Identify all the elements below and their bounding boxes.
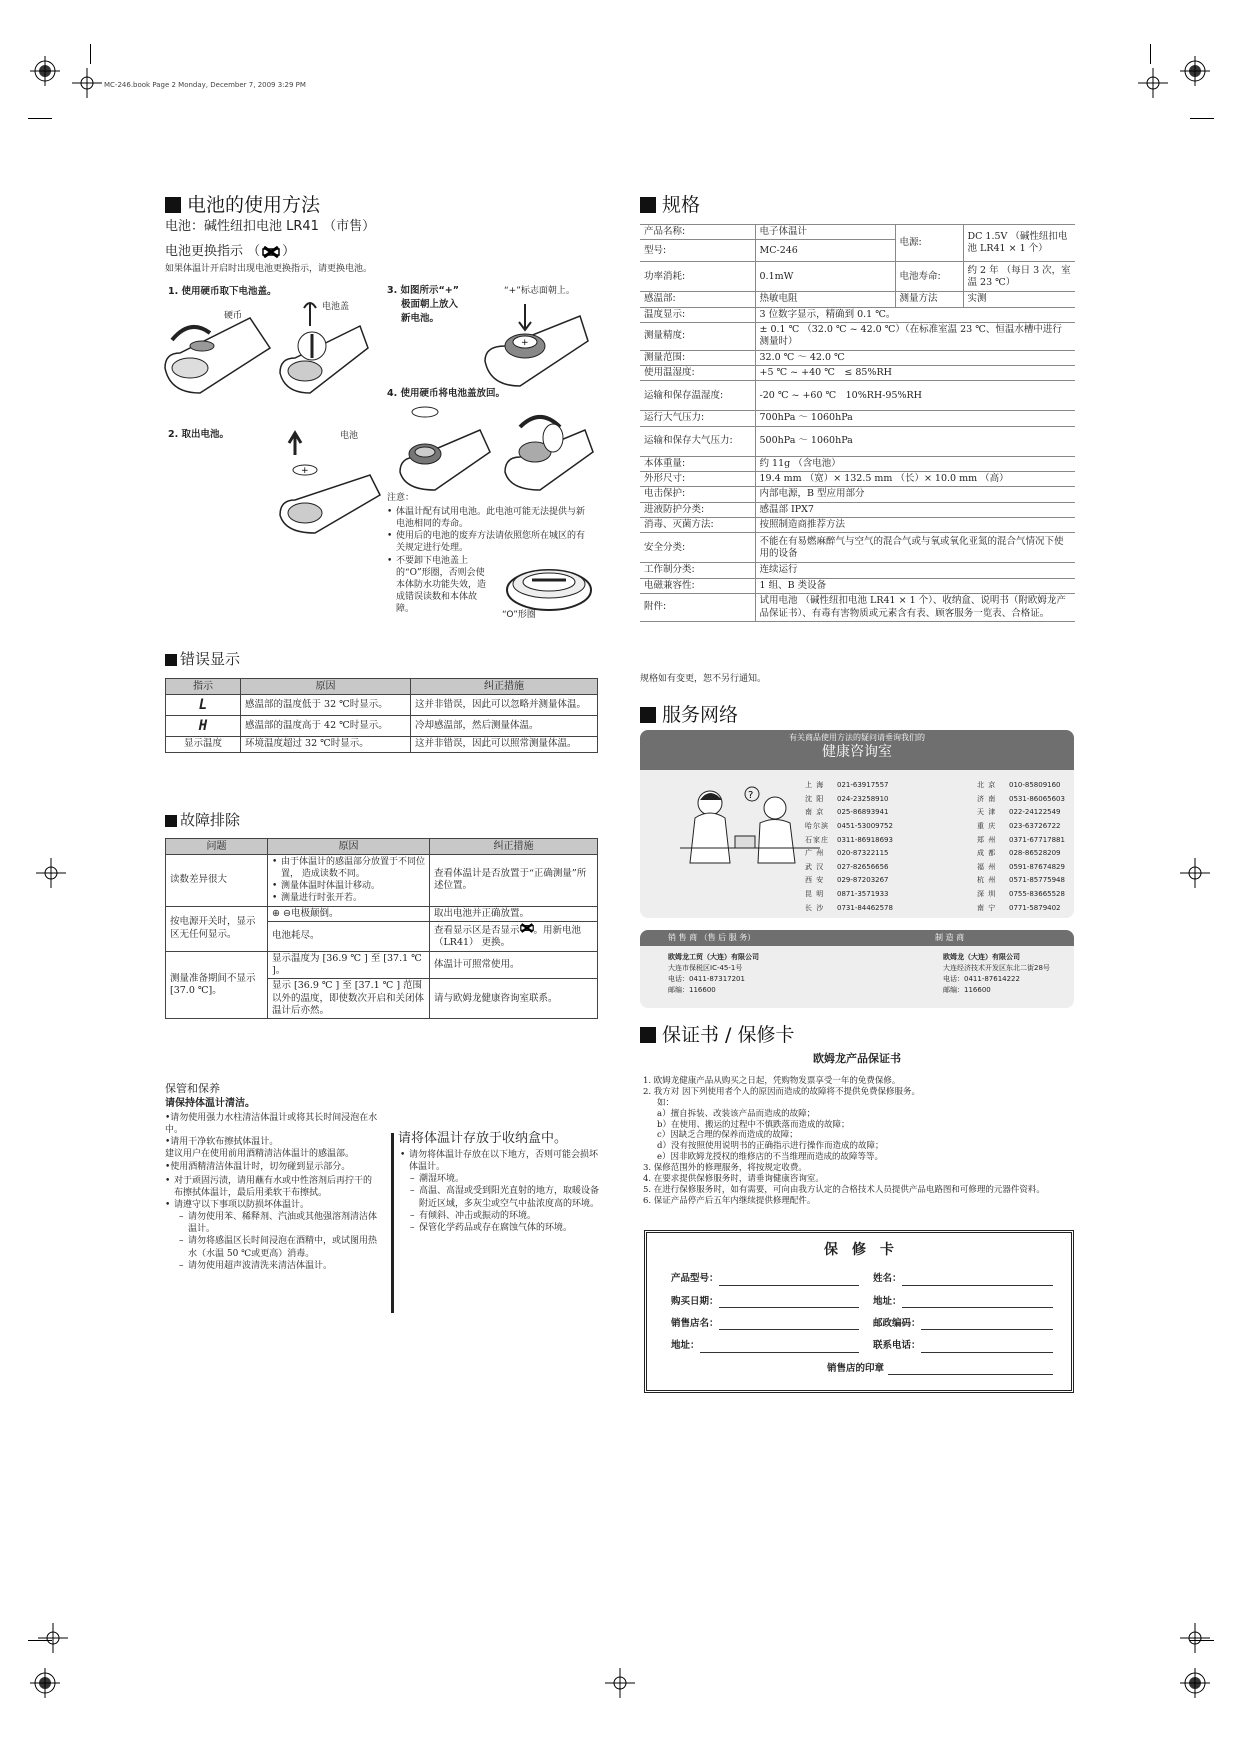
city-name: 南 京 — [805, 808, 825, 817]
city-row — [805, 793, 893, 807]
field-shop-label: 销售店名： — [671, 1317, 719, 1329]
illustration-insert-battery — [480, 296, 590, 391]
city-phone: 0571-85775948 — [1009, 876, 1065, 885]
field-name-label: 姓名： — [873, 1273, 902, 1285]
field-addr-input[interactable] — [902, 1296, 1053, 1308]
city-row — [805, 888, 893, 902]
city-row — [977, 888, 1065, 902]
city-phone: 0591-87674829 — [1009, 862, 1065, 871]
consultation-illustration — [680, 778, 820, 878]
maker-info: 欧姆龙（大连）有限公司 大连经济技术开发区东北二街28号 电话：0411-87614222 邮编：116600 — [943, 953, 1050, 994]
city-phone: 022-24122549 — [1009, 808, 1061, 817]
table-row: 显示温度 环境温度超过 32 ℃时显示。 这并非错误，因此可以照常测量体温。 — [166, 737, 598, 752]
battery-indicator-icon — [520, 923, 534, 933]
step-2: 2. 取出电池。 — [168, 429, 230, 440]
city-name: 昆 明 — [805, 890, 825, 898]
table-row: 感温部: 热敏电阻 测量方法 实测 — [640, 292, 1075, 307]
error-table — [165, 678, 598, 753]
warranty-term: e）因非欧姆龙授权的维修店的不当维理而造成的故障等等。 — [657, 1152, 884, 1163]
care-body: •请勿使用强力水柱清洁体温计或将其长时间浸泡在水中。 •请用干净软布擦拭体温计。 建议用户在使用前用酒精清洁体温计的感温部。 •使用酒精清洁体温计时，切勿碰到显示部分。 • 对于顽固污渍，请用蘸有水或中性溶剂后再拧干的布擦拭体温计，最后用柔软干布擦拭。 • 请遵守以下事项以防损坏体温计。 – 请勿使用苯、稀释剂、汽油或其他强溶剂清洁体温计。 – 请勿将感温区长时间浸泡在酒精中，或试图用热水（水温 50 ℃或更高）消毒。 – 请勿使用超声波清洗来清洁体温计。 — [165, 1112, 380, 1272]
city-row — [977, 833, 1065, 847]
storage-body: • 请勿将体温计存放在以下地方，否则可能会损坏体温计。 – 潮湿环境。 – 高温、高湿或受到阳光直射的地方，取暖设备附近区域，多灰尘或空气中盐浓度高的环境。 – 有倾斜、冲击或振动的环境。 – 保管化学药品或存在腐蚀气体的环境。 — [400, 1149, 600, 1234]
field-name-input[interactable] — [902, 1274, 1053, 1286]
registration-mark-ml — [36, 858, 66, 888]
table-row: 外形尺寸: 19.4 mm （宽）× 132.5 mm （长）× 10.0 mm （高） — [640, 472, 1075, 487]
seller-panel: 销 售 商 （售 后 服 务） 制 造 商 欧姆龙工贸（大连）有限公司 大连市保税区IC-45-1号 电话：0411-87317201 邮编：116600 欧姆龙（大连）有限公司 大连经济技术开发区东北二街28号 电话：0411-87614222 邮编：116600 — [640, 930, 1074, 1008]
city-name: 沈 阳 — [805, 794, 825, 803]
note-item: • 使用后的电池的废弃方法请依照您所在城区的有关规定进行处理。 — [387, 530, 593, 554]
note-item: • 体温计配有试用电池。此电池可能无法提供与新电池相同的寿命。 — [387, 506, 593, 530]
registration-mark-brc — [1180, 1623, 1210, 1653]
table-row: 运输和保存温湿度: -20 ℃ ~ +60 ℃ 10%RH-95%RH — [640, 381, 1075, 411]
city-phone: 0531-86065603 — [1009, 794, 1065, 803]
city-name: 武 汉 — [805, 862, 825, 871]
city-row — [977, 793, 1065, 807]
city-phone: 0755-83665528 — [1009, 890, 1065, 898]
error-section-title: 错误显示 — [165, 650, 240, 670]
city-name: 西 安 — [805, 876, 825, 885]
city-row — [977, 806, 1065, 820]
table-row: 使用温湿度: +5 ℃ ~ +40 ℃ ≤ 85%RH — [640, 366, 1075, 381]
city-row — [805, 806, 893, 820]
city-phone: 029-87203267 — [837, 876, 889, 885]
field-zip-input[interactable] — [921, 1318, 1053, 1330]
field-model-label: 产品型号： — [671, 1273, 719, 1285]
city-name: 北 京 — [977, 781, 997, 790]
storage-title: 请将体温计存放于收纳盒中。 — [398, 1131, 568, 1146]
error-header: 指示 — [166, 679, 241, 695]
table-row: 产品名称: 电子体温计 电源: DC 1.5V （碱性纽扣电池 LR41 × 1 个） — [640, 225, 1075, 240]
table-row: 型号: MC-246 — [640, 240, 1075, 262]
city-row — [805, 901, 893, 915]
field-date-label: 购买日期： — [671, 1295, 719, 1307]
warranty-term: d）没有按照使用说明书的正确指示进行操作而造成的故障； — [657, 1141, 884, 1152]
table-row: 电池耗尽。 查看显示区是否显示 。用新电池 （LR41） 更换。 — [166, 921, 598, 951]
city-name: 长 沙 — [805, 903, 825, 912]
trouble-header: 问题 — [166, 839, 268, 855]
table-row: 安全分类: 不能在有易燃麻醉气与空气的混合气或与氧或氧化亚氮的混合气情况下使用的设备 — [640, 533, 1075, 563]
registration-mark-mr — [1180, 858, 1210, 888]
city-row — [977, 861, 1065, 875]
table-row: 消毒、灭菌方法: 按照制造商推荐方法 — [640, 518, 1075, 533]
svg-text:?: ? — [748, 790, 754, 801]
step-4: 4. 使用硬币将电池盖放回。 — [387, 388, 506, 399]
warranty-term: b）在使用、搬运的过程中不慎跌落而造成的故障； — [657, 1119, 850, 1130]
city-phone: 0451-53009752 — [837, 822, 893, 831]
table-row: L 感温部的温度低于 32 ℃时显示。 这并非错误，因此可以忽略并测量体温。 — [166, 695, 598, 716]
trouble-section-title: 故障排除 — [165, 811, 240, 831]
city-name: 郑 州 — [977, 835, 997, 844]
illustration-replace-cover — [395, 402, 595, 492]
city-name: 重 庆 — [977, 822, 997, 831]
city-row — [805, 833, 893, 847]
trouble-table — [165, 838, 598, 1019]
warranty-card-title: 保 修 卡 — [824, 1242, 894, 1258]
step-1: 1. 使用硬币取下电池盖。 — [168, 286, 277, 297]
field-tel-input[interactable] — [921, 1341, 1053, 1353]
table-row: H 感温部的温度高于 42 ℃时显示。 冷却感温部，然后测量体温。 — [166, 716, 598, 737]
city-phone: 0871-3571933 — [837, 890, 889, 898]
warranty-term: 3. 保修范围外的修理服务，将按规定收费。 — [643, 1163, 807, 1173]
city-phone: 028-86528209 — [1009, 849, 1061, 858]
battery-indicator-icon — [262, 246, 280, 258]
table-row: 按电源开关时，显示区无任何显示。 ⊕ ⊖电极颠倒。 取出电池并正确放置。 — [166, 906, 598, 921]
city-name: 深 圳 — [977, 890, 997, 898]
notes-title: 注意： — [387, 493, 415, 503]
city-name: 南 宁 — [977, 903, 997, 912]
registration-mark-blc — [38, 1623, 68, 1653]
warranty-terms — [643, 1076, 1073, 1207]
error-header: 原因 — [241, 679, 411, 695]
table-row: 进液防护分类: 感温部 IPX7 — [640, 502, 1075, 517]
field-shopaddr-label: 地址： — [671, 1340, 700, 1352]
table-row: 运输和保存大气压力: 500hPa ～ 1060hPa — [640, 426, 1075, 456]
registration-mark-bc — [605, 1668, 635, 1698]
storage-divider — [391, 1133, 394, 1313]
table-row: 功率消耗: 0.1mW 电池寿命: 约 2 年 （每日 3 次，室温 23 ℃） — [640, 262, 1075, 292]
city-row — [805, 874, 893, 888]
registration-mark-tl — [30, 56, 60, 86]
field-zip-label: 邮政编码： — [873, 1317, 921, 1329]
table-row: 运行大气压力: 700hPa ～ 1060hPa — [640, 411, 1075, 426]
city-row — [977, 874, 1065, 888]
error-header: 纠正措施 — [411, 679, 598, 695]
city-row — [805, 861, 893, 875]
table-row: 读数差异很大 • 由于体温计的感温部分放置于不同位置， 造成读数不同。 • 测量体温时体温计移动。 • 测量进行时张开若。 查看体温计是否放置于“正确测量”所述位置。 — [166, 855, 598, 907]
city-phone: 023-63726722 — [1009, 822, 1061, 831]
table-row: 工作制分类: 连续运行 — [640, 563, 1075, 578]
warranty-term: 5. 在进行保修服务时，如有需要，可向由我方认定的合格技术人员提供产品电路图和可修理的元器件资料。 — [643, 1184, 1045, 1195]
registration-mark-br — [1180, 1668, 1210, 1698]
table-row: 电磁兼容性: 1 组、B 类设备 — [640, 578, 1075, 593]
consultation-header: 有关商品使用方法的疑问请垂询我们的 健康咨询室 — [640, 730, 1074, 770]
city-phone: 025-86893941 — [837, 808, 889, 817]
field-seal-input[interactable] — [888, 1363, 1053, 1375]
city-row — [805, 847, 893, 861]
registration-mark-bl — [30, 1668, 60, 1698]
polarity-icons: ⊕ ⊖ — [272, 907, 291, 919]
field-shop-input[interactable] — [719, 1318, 859, 1330]
illustration-remove-battery — [275, 425, 385, 535]
city-name: 成 都 — [977, 849, 997, 858]
spec-table — [640, 224, 1075, 622]
city-name: 天 津 — [977, 808, 997, 817]
city-name: 石家庄 — [805, 835, 829, 844]
field-date-input[interactable] — [719, 1296, 859, 1308]
label-o-ring: “O”形圈 — [502, 610, 536, 620]
city-name: 广 州 — [805, 849, 825, 858]
label-plus-up: “+”标志面朝上。 — [504, 286, 575, 296]
city-phone: 0731-84462578 — [837, 903, 893, 912]
city-name: 哈尔滨 — [805, 822, 829, 831]
warranty-term: 6. 保证产品停产后五年内继续提供修理配件。 — [643, 1195, 816, 1206]
registration-mark-tr — [1180, 56, 1210, 86]
city-phone: 0311-86918693 — [837, 835, 893, 844]
trouble-header: 纠正措施 — [430, 839, 598, 855]
city-row — [977, 847, 1065, 861]
city-phone: 0771-5879402 — [1009, 903, 1061, 912]
indicator-desc: 如果体温计开启时出现电池更换指示，请更换电池。 — [165, 264, 373, 274]
warranty-term: 4. 在要求提供保修服务时，请垂询健康咨询室。 — [643, 1173, 824, 1184]
trouble-header: 原因 — [268, 839, 430, 855]
spec-footnote: 规格如有变更，恕不另行通知。 — [640, 674, 767, 684]
label-battery: 电池 — [340, 431, 359, 441]
step-3: 3. 如图所示“+” 极面朝上放入 新电池。 — [387, 285, 459, 324]
warranty-section-title: 保证书 / 保修卡 — [640, 1023, 794, 1048]
battery-type-line: 电池：碱性纽扣电池 LR41 （市售） — [165, 219, 376, 234]
spec-section-title: 规格 — [640, 193, 700, 218]
city-row — [977, 779, 1065, 793]
consultation-panel — [640, 730, 1074, 918]
table-row: 测量范围: 32.0 ℃ ～ 42.0 ℃ — [640, 350, 1075, 365]
city-list-left — [805, 779, 893, 915]
city-phone: 020-87322115 — [837, 849, 889, 858]
warranty-term: 2. 我方对 因下列使用者个人的原因而造成的故障将不提供免费保修服务。 — [643, 1086, 921, 1097]
warranty-heading: 欧姆龙产品保证书 — [813, 1052, 901, 1065]
label-coin: 硬币 — [224, 311, 243, 321]
city-name: 济 南 — [977, 794, 997, 803]
field-seal-label: 销售店的印章 — [827, 1362, 885, 1374]
table-row: 温度显示: 3 位数字显示，精确到 0.1 ℃。 — [640, 307, 1075, 322]
city-name: 福 州 — [977, 862, 997, 871]
service-section-title: 服务网络 — [640, 703, 738, 728]
city-phone: 010-85809160 — [1009, 781, 1061, 790]
field-tel-label: 联系电话： — [873, 1340, 921, 1352]
print-header: MC-246.book Page 2 Monday, December 7, 2009 3:29 PM — [104, 81, 306, 89]
label-cover: 电池盖 — [322, 302, 350, 312]
city-row — [977, 820, 1065, 834]
indicator-title: 电池更换指示 （ ） — [165, 244, 296, 259]
battery-section-title: 电池的使用方法 — [165, 193, 320, 218]
warranty-term: 1. 欧姆龙健康产品从购买之日起，凭购物发票享受一年的免费保修。 — [643, 1076, 901, 1086]
table-row: 测量精度: ± 0.1 ℃ （32.0 ℃ ~ 42.0 ℃）（在标准室温 23 ℃、恒温水槽中进行测量时） — [640, 323, 1075, 351]
city-phone: 021-63917557 — [837, 781, 889, 790]
table-row: 附件: 试用电池 （碱性纽扣电池 LR41 × 1 个）、收纳盒、说明书（附欧姆龙产品保证书）、有毒有害物质或元素含有表、顾客服务一览表、合格证。 — [640, 594, 1075, 622]
city-phone: 0371-67717881 — [1009, 835, 1065, 844]
table-row: 本体重量: 约 11g （含电池） — [640, 456, 1075, 471]
city-phone: 027-82656656 — [837, 862, 889, 871]
city-list-right — [977, 779, 1065, 915]
city-row — [977, 901, 1065, 915]
warranty-term: 如： — [657, 1097, 675, 1108]
field-model-input[interactable] — [719, 1274, 859, 1286]
table-row: 电击保护: 内部电源，B 型应用部分 — [640, 487, 1075, 502]
svg-text:+: + — [521, 338, 529, 348]
table-row: 显示 [36.9 ℃ ] 至 [37.1 ℃ ] 范围以外的温度，即使数次开启和关闭体温计后亦然。 请与欧姆龙健康咨询室联系。 — [166, 979, 598, 1019]
note-item: • 不要卸下电池盖上的“O”形圈，否则会使本体防水功能失效，造成错误读数和本体故障。 — [387, 555, 487, 616]
city-phone: 024-23258910 — [837, 794, 889, 803]
field-shopaddr-input[interactable] — [700, 1341, 859, 1353]
registration-mark-tc — [72, 68, 102, 98]
care-title: 保管和保养 — [165, 1082, 220, 1095]
warranty-card — [644, 1230, 1074, 1393]
warranty-term: a）擅自拆装、改装该产品而造成的故障； — [657, 1108, 816, 1119]
city-name: 杭 州 — [977, 876, 997, 885]
care-sub: 请保持体温计清洁。 — [165, 1098, 255, 1109]
city-name: 上 海 — [805, 781, 825, 790]
field-addr-label: 地址： — [873, 1295, 902, 1307]
city-row — [805, 820, 893, 834]
registration-mark-trc — [1138, 68, 1168, 98]
svg-text:+: + — [301, 466, 309, 476]
illustration-remove-cover — [160, 298, 370, 403]
city-row — [805, 779, 893, 793]
warranty-term: c）因缺乏合理的保养而造成的故障； — [657, 1130, 798, 1141]
table-row: 测量准备期间不显示 [37.0 ℃]。 显示温度为 [36.9 ℃ ] 至 [37.1 ℃ ]。 体温计可照常使用。 — [166, 951, 598, 979]
seller-info: 欧姆龙工贸（大连）有限公司 大连市保税区IC-45-1号 电话：0411-87317201 邮编：116600 — [668, 953, 759, 994]
